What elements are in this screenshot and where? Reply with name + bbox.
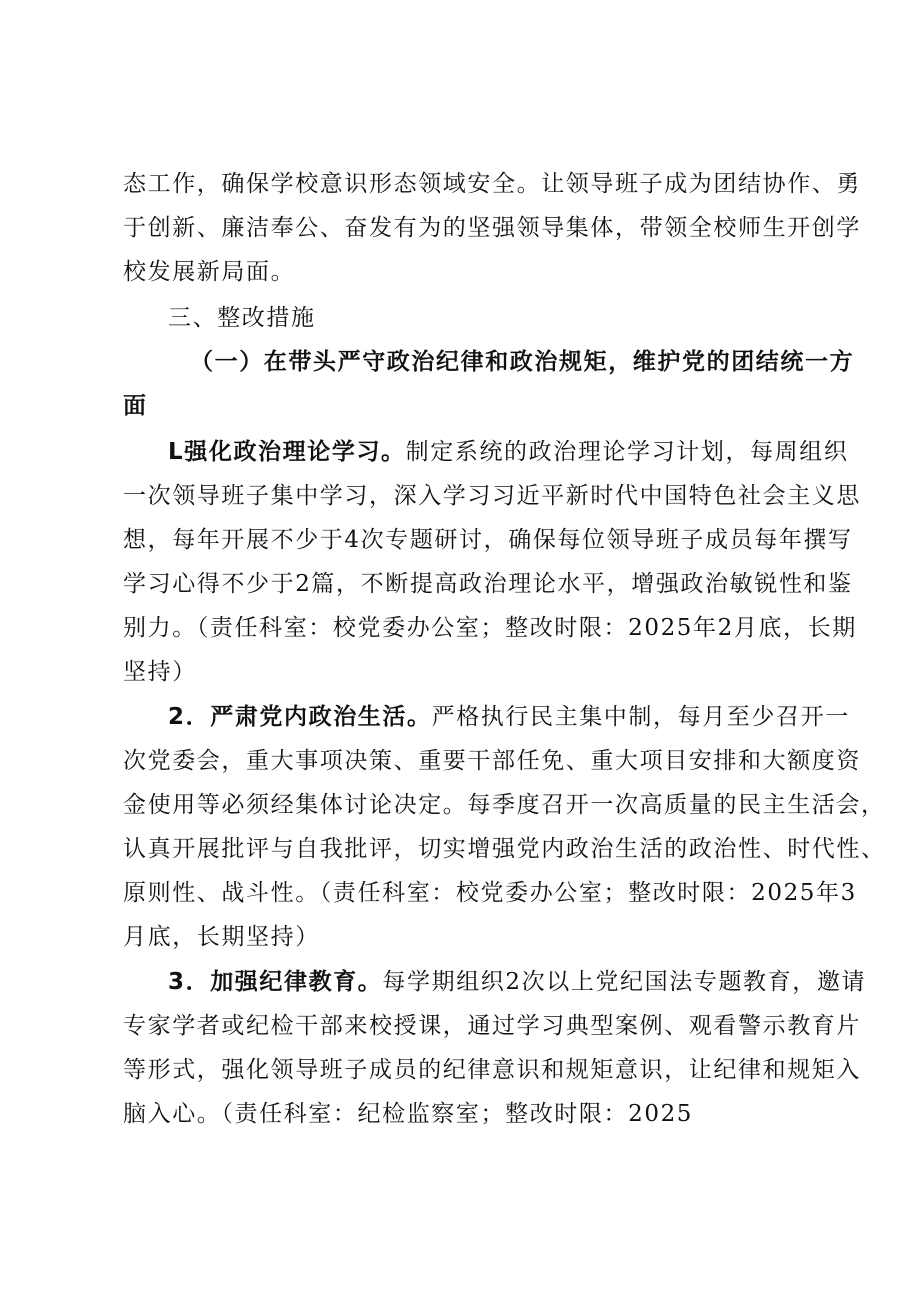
line-text: 严格执行民主集中制，每月至少召开一 [431, 704, 850, 730]
paragraph-line [123, 606, 857, 650]
item-3-first-line [168, 960, 868, 1004]
line-text: 校发展新局面。 [123, 259, 296, 285]
line-text: 次党委会，重大事项决策、重要干部任免、重大项目安排和大额度资 [123, 748, 861, 774]
subsection-heading-text: 面 [123, 393, 148, 419]
paragraph-line [123, 827, 886, 871]
paragraph-line [123, 739, 861, 783]
paragraph-line [123, 650, 823, 694]
line-text: 每学期组织2次以上党纪国法专题教育，邀请 [382, 969, 867, 995]
line-text: 一次领导班子集中学习，深入学习习近平新时代中国特色社会主义思 [123, 483, 861, 509]
subsection-heading [190, 340, 890, 384]
section-heading-text: 三、整改措施 [168, 305, 316, 331]
paragraph-line [123, 518, 853, 562]
item-3-lead: 3．加强纪律教育。 [168, 969, 383, 995]
line-text: 等形式，强化领导班子成员的纪律意识和规矩意识，让纪律和规矩入 [123, 1057, 861, 1083]
line-text: 脑入心。（责任科室：纪检监察室；整改时限：2025 [123, 1101, 694, 1127]
paragraph-line [123, 915, 823, 959]
line-text: 态工作，确保学校意识形态领域安全。让领导班子成为团结协作、勇 [123, 171, 861, 197]
paragraph-line [123, 474, 861, 518]
paragraph-line [123, 783, 886, 827]
paragraph-line [123, 871, 857, 915]
subsection-heading-text: （一）在带头严守政治纪律和政治规矩，维护党的团结统一方 [190, 349, 855, 375]
line-text: 专家学者或纪检干部来校授课，通过学习典型案例、观看警示教育片 [123, 1013, 861, 1039]
line-text: 原则性、战斗性。（责任科室：校党委办公室；整改时限：2025年3 [123, 880, 857, 906]
line-text: 认真开展批评与自我批评，切实增强党内政治生活的政治性、时代性、 [123, 836, 886, 862]
paragraph-line [123, 162, 861, 206]
paragraph-line [123, 1048, 861, 1092]
item-2-lead: 2．严肃党内政治生活。 [168, 704, 432, 730]
line-text: 想，每年开展不少于4次专题研讨，确保每位领导班子成员每年撰写 [123, 527, 853, 553]
paragraph-line [123, 1092, 823, 1136]
line-text: 坚持） [123, 659, 197, 685]
line-text: 于创新、廉洁奉公、奋发有为的坚强领导集体，带领全校师生开创学 [123, 215, 861, 241]
line-text: 别力。（责任科室：校党委办公室；整改时限：2025年2月底，长期 [123, 615, 857, 641]
line-text: 学习心得不少于2篇，不断提高政治理论水平，增强政治敏锐性和鉴 [123, 571, 853, 597]
line-text: 制定系统的政治理论学习计划，每周组织 [405, 439, 849, 465]
item-1-lead: L强化政治理论学习。 [168, 439, 406, 465]
item-1-first-line [168, 430, 868, 474]
section-heading [168, 296, 868, 340]
paragraph-line [123, 250, 823, 294]
paragraph-line [123, 206, 861, 250]
line-text: 金使用等必须经集体讨论决定。每季度召开一次高质量的民主生活会， [123, 792, 886, 818]
item-2-first-line [168, 695, 868, 739]
subsection-heading-continued [123, 384, 823, 428]
line-text: 月底，长期坚持） [123, 924, 320, 950]
paragraph-line [123, 1004, 861, 1048]
paragraph-line [123, 562, 853, 606]
